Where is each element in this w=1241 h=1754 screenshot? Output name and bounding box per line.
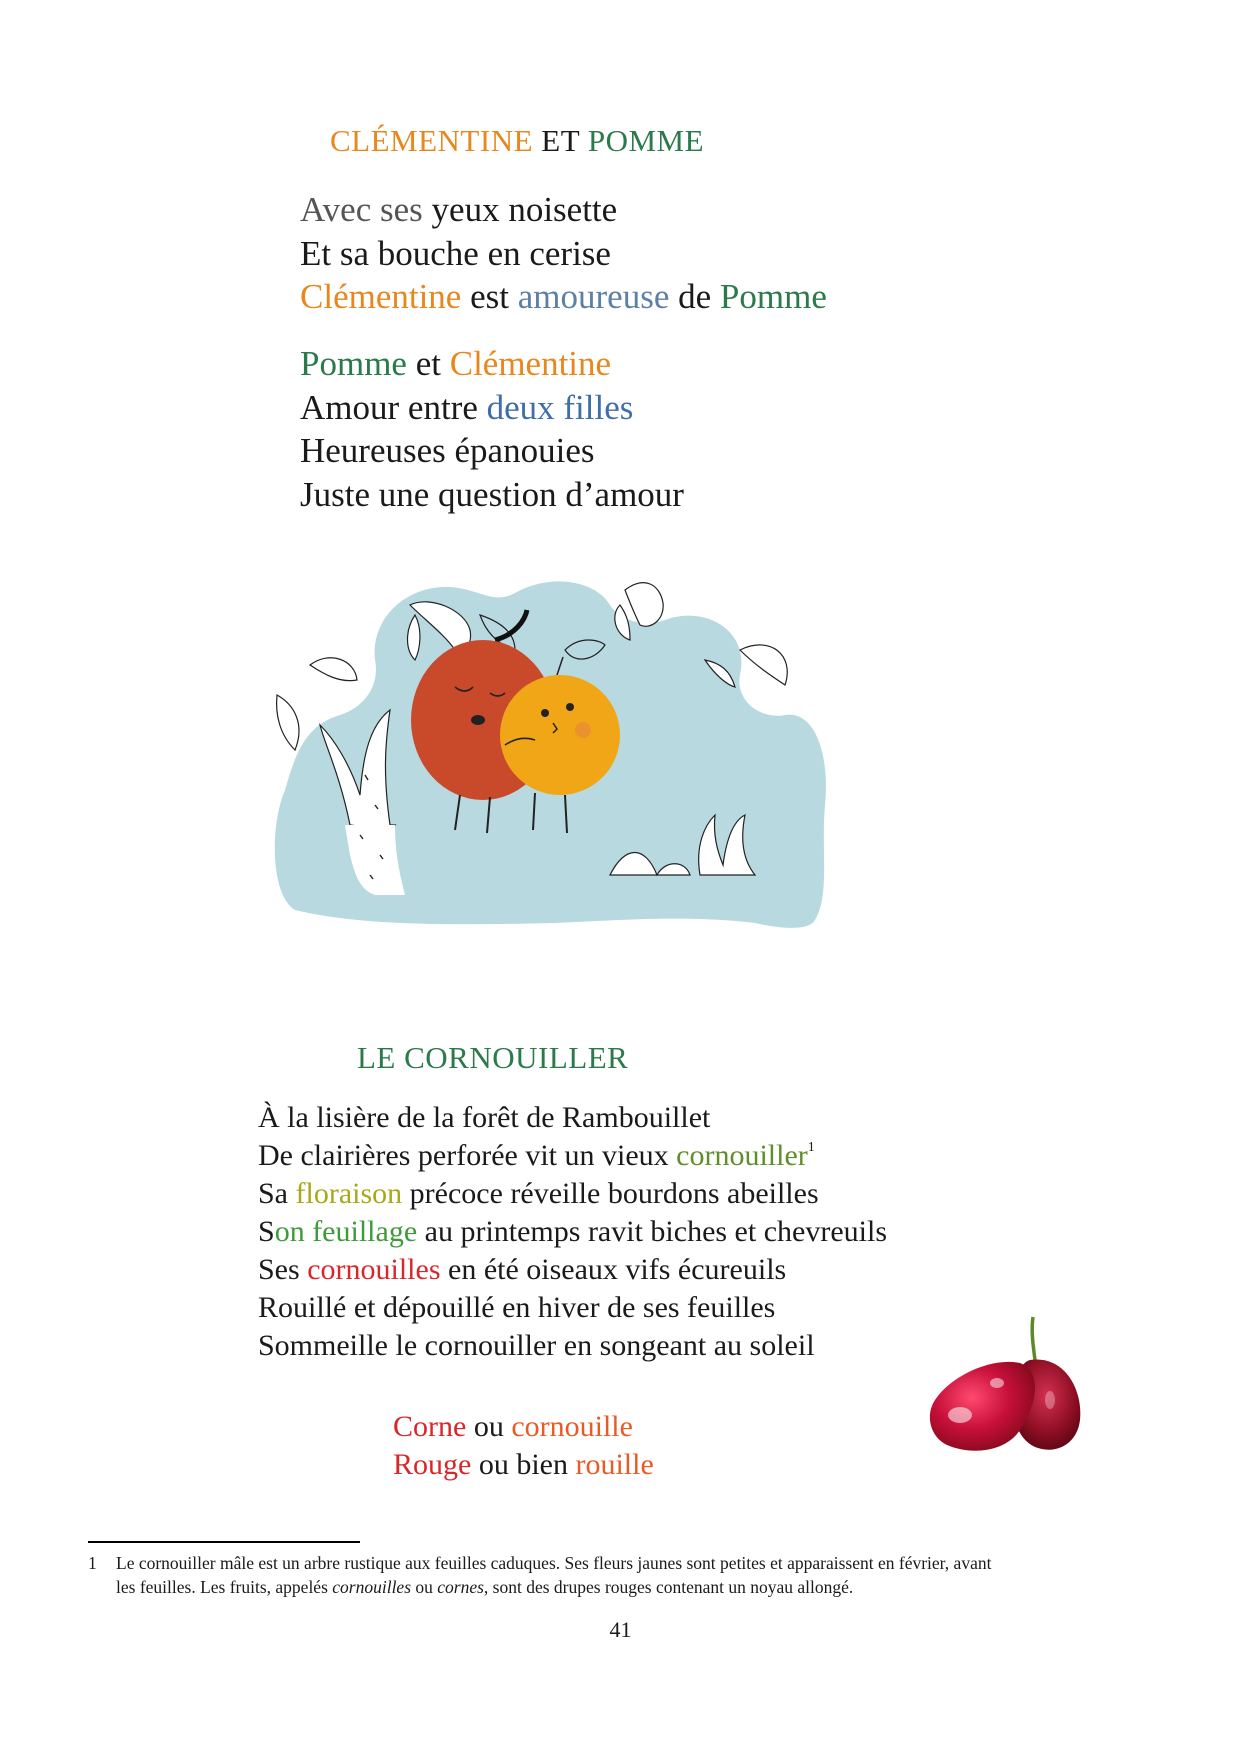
poem1-stanza-2 (300, 342, 684, 516)
word-cornouiller: cornouiller (676, 1139, 808, 1172)
footnote-italic-cornes: cornes (437, 1577, 484, 1597)
page-number: 41 (609, 1617, 632, 1642)
word-pomme: Pomme (719, 277, 827, 316)
poem2-coda (393, 1408, 654, 1484)
footnote-reference[interactable]: 1 (807, 1140, 815, 1155)
poem2-line-2 (258, 1137, 887, 1175)
word-son-feuillage: on feuillage (274, 1215, 418, 1248)
poem1-line-1-end: yeux noisette (431, 190, 618, 229)
poem2-line-4-end: au printemps ravit biches et chevreuils (424, 1215, 887, 1248)
poem2-line-6: Rouillé et dépouillé en hiver de ses feuilles (258, 1291, 776, 1324)
title-word-clementine: CLÉMENTINE (330, 123, 534, 158)
footnote-line-2 (116, 1575, 1173, 1599)
poem2-line-5 (258, 1251, 887, 1289)
word-ou-bien: ou bien (478, 1448, 568, 1481)
poem1-line-1-start: Avec ses (300, 190, 423, 229)
poem2-line-3 (258, 1175, 887, 1213)
poem2-stanza-1 (258, 1099, 887, 1365)
poem1-line-4 (300, 342, 684, 386)
word-rouille: rouille (575, 1448, 654, 1481)
coda-line-2 (393, 1446, 654, 1484)
poem-title-clementine-et-pomme (330, 123, 704, 159)
apple-and-clementine-hugging-illustration (265, 575, 835, 935)
title-word-pomme: POMME (587, 123, 705, 158)
poem1-stanza-1 (300, 188, 827, 319)
word-corne: Corne (393, 1410, 467, 1443)
word-sa: Sa (258, 1177, 288, 1210)
poem1-line-3 (300, 275, 827, 319)
word-ou: ou (473, 1410, 504, 1443)
word-clementine: Clémentine (449, 344, 612, 383)
word-floraison: floraison (295, 1177, 403, 1210)
footnote (88, 1551, 1173, 1599)
poem1-line-5-start: Amour entre (300, 387, 478, 427)
poem2-line-5-end: en été oiseaux vifs écureuils (448, 1253, 787, 1286)
word-est: est (470, 277, 509, 316)
poem1-line-2: Et sa bouche en cerise (300, 233, 611, 273)
word-pomme: Pomme (300, 344, 407, 383)
footnote-line-2-part-1: les feuilles. Les fruits, appelés (116, 1577, 328, 1597)
poem1-line-1 (300, 188, 827, 232)
poem1-line-7: Juste une question d’amour (300, 474, 684, 514)
poem2-line-4 (258, 1213, 887, 1251)
footnote-line-1: Le cornouiller mâle est un arbre rustique aux feuilles caduques. Ses fleurs jaunes sont petites et apparaissent en février, avant (116, 1553, 992, 1573)
word-cornouille: cornouille (511, 1410, 633, 1443)
word-et: et (415, 344, 441, 383)
poem2-line-2-start: De clairières perforée vit un vieux (258, 1139, 669, 1172)
word-amoureuse: amoureuse (517, 277, 670, 316)
word-clementine: Clémentine (300, 277, 462, 316)
poem2-line-1: À la lisière de la forêt de Rambouillet (258, 1101, 711, 1134)
coda-line-1 (393, 1408, 654, 1446)
word-ses: Ses (258, 1253, 300, 1286)
word-rouge: Rouge (393, 1448, 472, 1481)
footnote-line-2-part-2: ou (415, 1577, 433, 1597)
footnote-number: 1 (88, 1553, 97, 1573)
footnote-line-2-part-3: , sont des drupes rouges contenant un noyau allongé. (483, 1577, 854, 1597)
poem-title-le-cornouiller: LE CORNOUILLER (357, 1040, 629, 1075)
word-de: de (678, 277, 712, 316)
word-deux-filles: deux filles (486, 387, 634, 427)
footnote-separator (88, 1541, 360, 1543)
poem2-line-7: Sommeille le cornouiller en songeant au soleil (258, 1329, 815, 1362)
title-word-et: ET (541, 123, 580, 158)
word-cornouilles: cornouilles (307, 1253, 441, 1286)
cornelian-cherries-illustration (925, 1315, 1090, 1465)
poem1-line-6: Heureuses épanouies (300, 431, 595, 470)
poem2-line-3-end: précoce réveille bourdons abeilles (409, 1177, 819, 1210)
footnote-italic-cornouilles: cornouilles (332, 1577, 412, 1597)
poem1-line-5 (300, 386, 684, 430)
letter-s: S (258, 1215, 275, 1248)
